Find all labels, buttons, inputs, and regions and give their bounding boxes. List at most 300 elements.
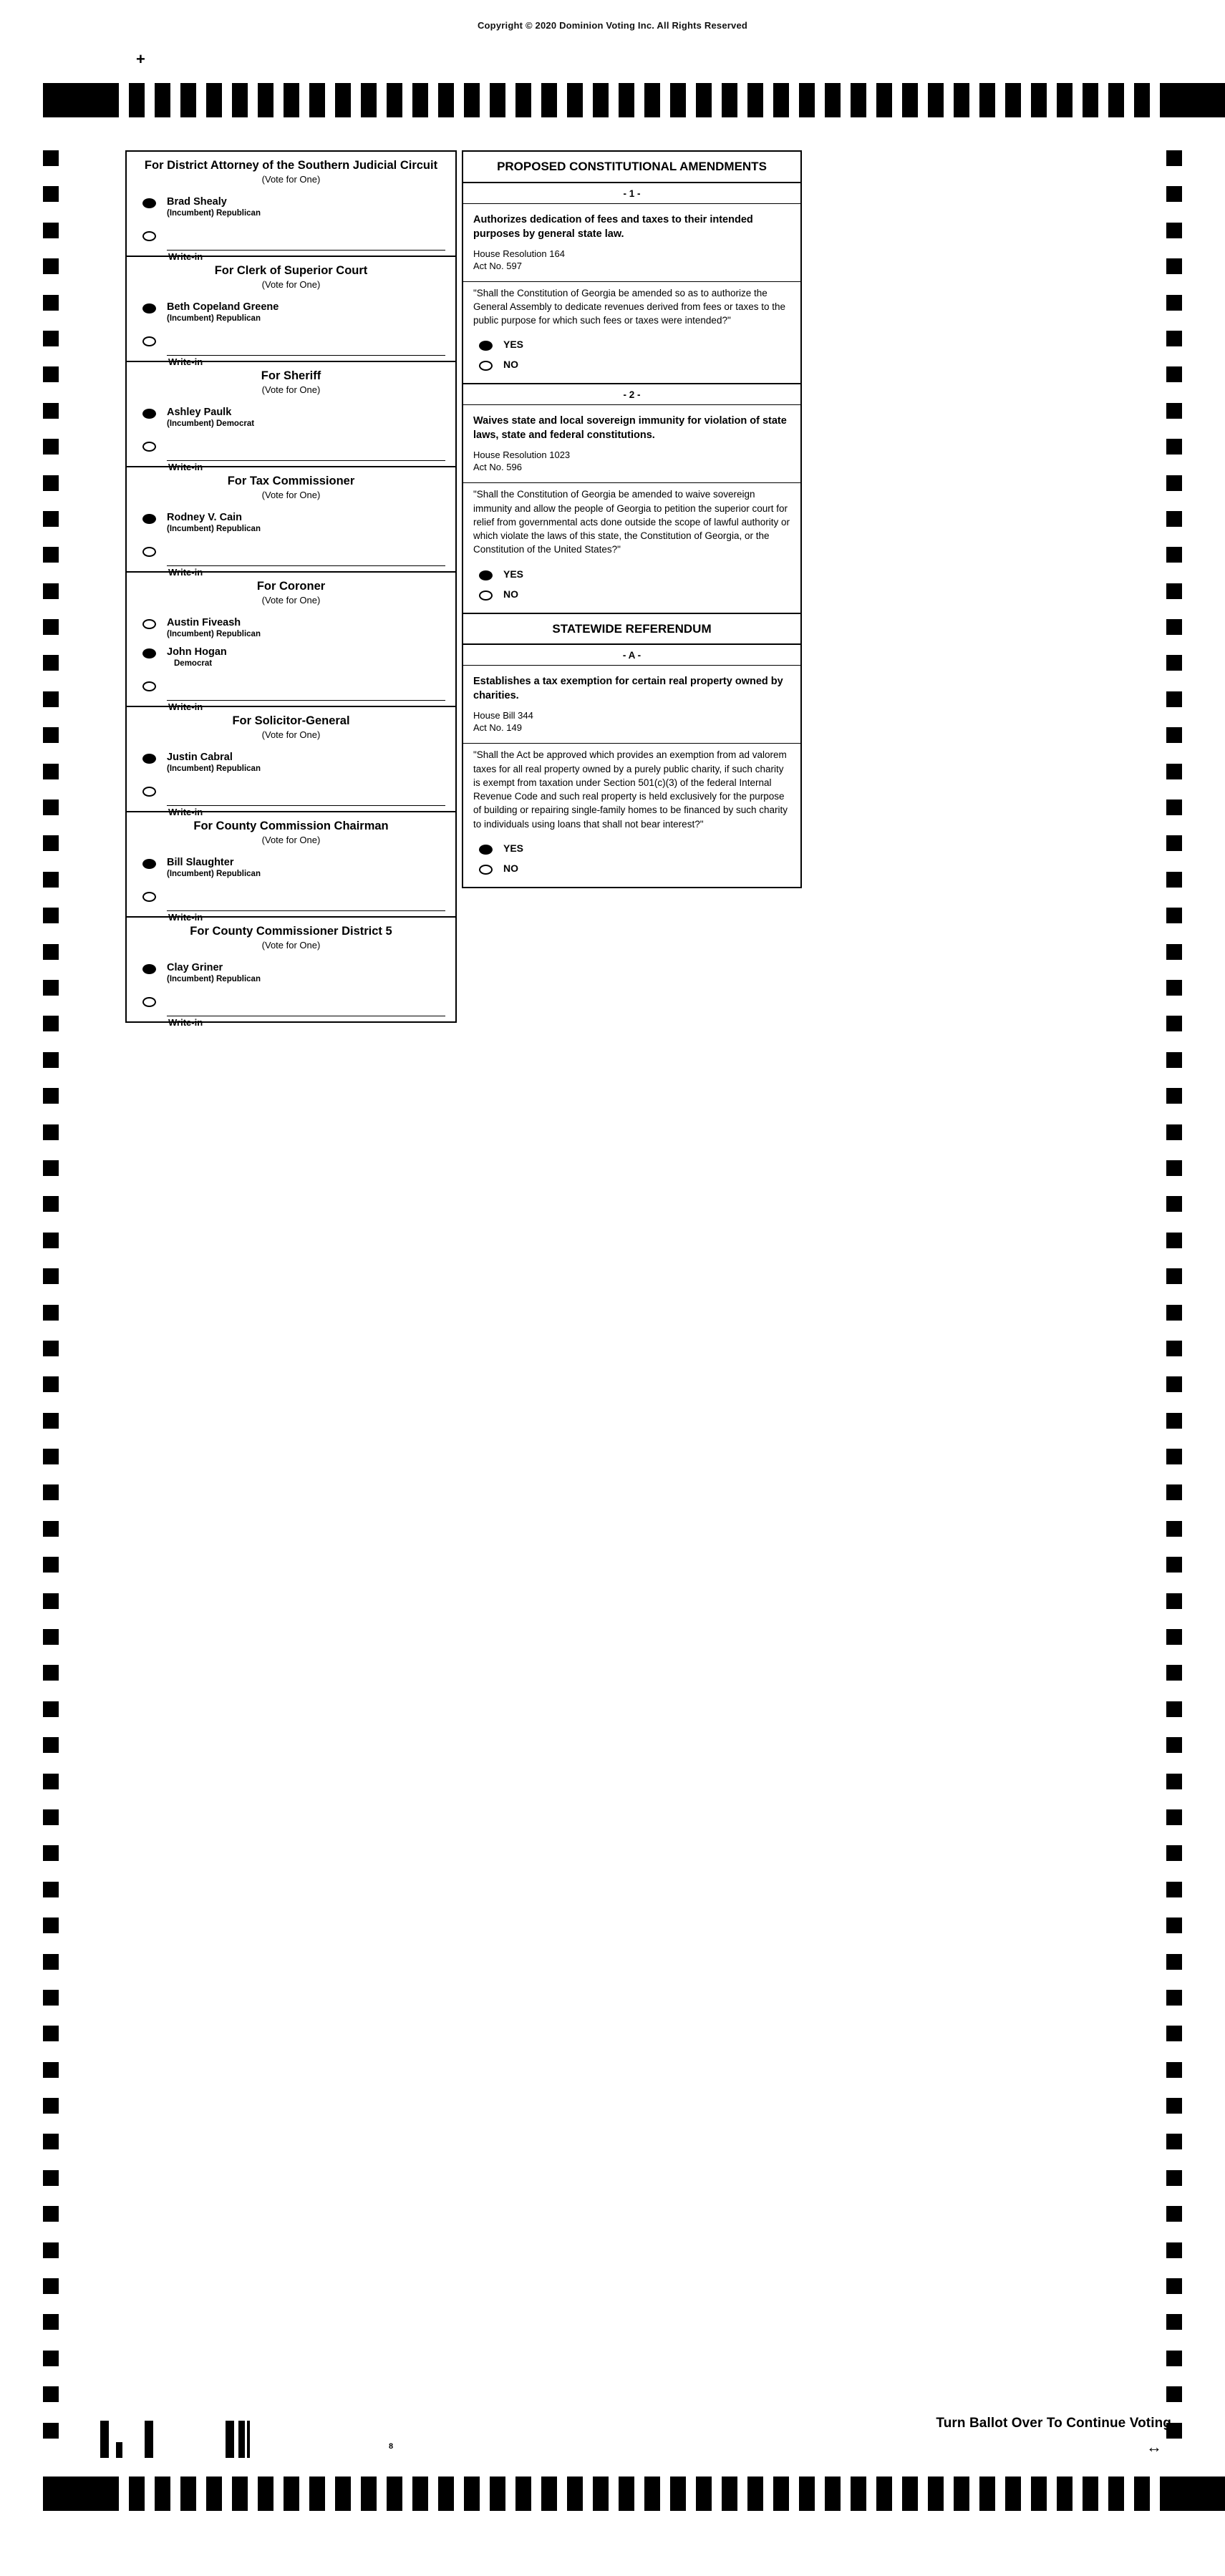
vote-oval-filled[interactable] [142,648,156,658]
timing-marks-top [43,83,1225,117]
write-in-line[interactable] [167,805,445,806]
write-in-label: Write-in [168,701,203,712]
contest-header [127,812,455,850]
vote-oval-empty[interactable] [142,547,156,557]
timing-mark [43,655,59,671]
contest-instruction: (Vote for One) [261,490,321,501]
vote-oval-filled[interactable] [479,845,493,855]
question-choice[interactable] [463,840,800,860]
timing-mark [567,2477,583,2511]
timing-mark [1166,1376,1182,1392]
timing-mark [464,2477,480,2511]
contest-block [127,918,455,1029]
timing-mark [1166,2278,1182,2294]
timing-mark [43,2423,59,2439]
timing-mark [541,2477,557,2511]
timing-mark [1166,1629,1182,1645]
timing-mark [825,2477,841,2511]
contest-instruction: (Vote for One) [261,279,321,291]
candidate-option[interactable] [127,192,455,221]
question-reference [463,248,800,281]
timing-mark [1166,1233,1182,1248]
candidate-options [127,294,455,368]
contest-header [127,918,455,955]
vote-oval-empty[interactable] [142,892,156,902]
timing-mark [1166,511,1182,527]
timing-mark [979,2477,995,2511]
timing-mark [43,583,59,599]
registration-plus-mark: + [136,50,145,68]
vote-oval-empty[interactable] [142,442,156,452]
candidate-name: Ashley Paulk [167,407,232,419]
candidate-option[interactable] [127,852,455,882]
timing-mark [43,908,59,923]
candidate-name: Brad Shealy [167,196,227,208]
candidate-party: (Incumbent) Republican [167,764,261,773]
question-reference [463,710,800,743]
timing-mark [773,2477,789,2511]
timing-mark [1166,1341,1182,1356]
timing-mark [43,1701,59,1717]
write-in-line[interactable] [167,250,445,251]
proposed-amendments-banner: PROPOSED CONSTITUTIONAL AMENDMENTS [463,152,800,183]
timing-mark [1166,2314,1182,2330]
contest-header [127,362,455,399]
timing-mark [1166,2170,1182,2186]
contest-instruction: (Vote for One) [261,174,321,185]
timing-mark [43,2278,59,2294]
timing-mark [1166,366,1182,382]
arrow-icon: ↔ [1146,2438,1162,2456]
timing-mark [1166,835,1182,851]
timing-mark [43,295,59,311]
vote-oval-empty[interactable] [142,997,156,1007]
question-number: - A - [463,645,800,666]
write-in-line[interactable] [167,910,445,911]
contest-instruction: (Vote for One) [261,729,321,741]
timing-mark [1166,1088,1182,1104]
timing-mark [1166,1484,1182,1500]
write-in-label: Write-in [168,806,203,817]
ballot-code-bar [238,2421,245,2458]
timing-mark [1166,872,1182,888]
timing-mark [902,2477,918,2511]
question-choice[interactable] [463,585,800,606]
contest-block [127,467,455,578]
timing-mark [928,83,944,117]
question-choice[interactable] [463,356,800,376]
timing-mark [43,1990,59,2006]
candidate-option[interactable] [127,958,455,987]
write-in-label: Write-in [168,912,203,923]
timing-mark [232,83,248,117]
timing-mark [1134,83,1150,117]
timing-marks-left [43,150,59,2459]
ballot-id-barcode-label: 8 [389,2442,394,2451]
timing-mark [43,186,59,202]
contest-header [127,573,455,610]
write-in-label: Write-in [168,1017,203,1029]
timing-mark [43,1484,59,1500]
timing-mark [284,2477,299,2511]
question-choice[interactable] [463,860,800,880]
candidate-options [127,610,455,712]
timing-mark [1108,83,1124,117]
vote-oval-filled[interactable] [479,570,493,580]
contest-block [127,573,455,712]
write-in-line[interactable] [167,355,445,356]
candidate-party: (Incumbent) Democrat [167,419,255,428]
timing-mark [43,258,59,274]
write-in-option[interactable] [127,882,455,923]
timing-mark [1166,403,1182,419]
timing-mark [1166,1701,1182,1717]
timing-mark [43,1809,59,1825]
timing-mark [43,764,59,779]
candidate-name: John Hogan [167,646,227,658]
question-choices [463,564,800,613]
timing-mark [1166,223,1182,238]
timing-mark [541,83,557,117]
vote-oval-filled[interactable] [142,964,156,974]
contest-title: For Coroner [256,580,326,593]
timing-mark [43,2170,59,2186]
candidate-party: (Incumbent) Republican [167,974,261,983]
question-summary: Establishes a tax exemption for certain real property owned by charities. [473,676,783,702]
vote-oval-empty[interactable] [142,787,156,797]
timing-mark [851,2477,866,2511]
timing-mark [799,2477,815,2511]
timing-mark [43,1233,59,1248]
timing-mark [1057,83,1073,117]
candidate-party: (Incumbent) Republican [167,208,261,218]
candidate-party: (Incumbent) Republican [167,869,261,878]
question-number: - 2 - [463,384,800,405]
contest-header [127,707,455,744]
ballot-code-bar [100,2421,109,2458]
vote-oval-filled[interactable] [142,198,156,208]
timing-mark [43,1413,59,1429]
timing-mark [1166,727,1182,743]
write-in-label: Write-in [168,462,203,473]
vote-oval-empty[interactable] [142,336,156,346]
timing-mark [1166,2026,1182,2041]
write-in-label: Write-in [168,567,203,578]
vote-oval-empty[interactable] [479,590,493,601]
contest-block [127,362,455,473]
ballot-question [463,183,800,385]
candidate-options [127,189,455,263]
vote-oval-empty[interactable] [479,361,493,371]
timing-mark [696,2477,712,2511]
timing-mark [515,83,531,117]
timing-mark [361,2477,377,2511]
timing-mark [1166,2206,1182,2222]
candidate-name: Beth Copeland Greene [167,301,279,314]
contest-title: For County Commissioner District 5 [190,925,392,938]
timing-mark [1166,1557,1182,1573]
timing-mark [1166,439,1182,455]
timing-mark [1166,258,1182,274]
question-choices [463,334,800,383]
timing-mark [43,1124,59,1140]
timing-mark [1083,83,1098,117]
timing-mark [1166,1268,1182,1284]
timing-mark [43,2098,59,2114]
timing-mark [1166,1124,1182,1140]
timing-mark [1108,2477,1124,2511]
timing-mark [1166,799,1182,815]
timing-mark [43,1521,59,1537]
timing-mark [1166,2062,1182,2078]
contest-title: For District Attorney of the Southern Judicial Circuit [144,159,438,172]
write-in-option[interactable] [127,671,455,712]
timing-mark [1166,150,1182,166]
timing-mark [1166,1737,1182,1753]
candidate-name: Justin Cabral [167,752,233,764]
timing-mark [464,83,480,117]
timing-mark [928,2477,944,2511]
candidate-option[interactable] [127,747,455,777]
write-in-label: Write-in [168,251,203,263]
timing-mark [1134,2477,1150,2511]
timing-mark [747,2477,763,2511]
question-reference-line: House Resolution 164 [473,248,565,259]
timing-mark [825,83,841,117]
write-in-option[interactable] [127,221,455,263]
timing-mark [902,83,918,117]
timing-mark [43,2134,59,2149]
timing-mark [43,1629,59,1645]
timing-mark [43,1557,59,1573]
timing-mark [619,83,634,117]
timing-mark [43,1954,59,1970]
timing-mark [1166,583,1182,599]
timing-mark [1166,2134,1182,2149]
timing-mark [284,83,299,117]
timing-mark [1166,1052,1182,1068]
timing-mark [490,83,505,117]
timing-mark [773,83,789,117]
timing-mark [206,83,222,117]
ballot-question [463,384,800,613]
timing-mark [43,1052,59,1068]
vote-oval-empty[interactable] [142,231,156,241]
contest-block [127,257,455,368]
timing-mark [43,366,59,382]
timing-mark [876,83,892,117]
timing-mark [412,2477,428,2511]
timing-mark [43,1341,59,1356]
vote-oval-filled[interactable] [142,754,156,764]
timing-mark [43,475,59,491]
timing-mark [43,150,59,166]
write-in-option[interactable] [127,326,455,368]
write-in-option[interactable] [127,537,455,578]
vote-oval-empty[interactable] [142,619,156,629]
timing-mark [954,2477,969,2511]
question-text: "Shall the Constitution of Georgia be amended to waive sovereign immunity and allow the people of Georgia to petition the superior court for relief from governmental acts done outside the scope of lawful authority or which violate the laws of this state, the Constitution of Georgia, or the Constitution of the United States?" [463,482,800,563]
candidate-option[interactable] [127,297,455,326]
question-choice[interactable] [463,336,800,356]
contest-instruction: (Vote for One) [261,595,321,606]
timing-mark [43,2351,59,2366]
timing-mark [1083,2477,1098,2511]
question-reference-line: Act No. 596 [473,462,522,473]
timing-mark [1166,1954,1182,1970]
timing-mark [593,2477,609,2511]
timing-mark [43,1593,59,1609]
timing-mark [155,83,170,117]
question-choices [463,838,800,887]
vote-oval-empty[interactable] [479,865,493,875]
write-in-option[interactable] [127,987,455,1029]
candidate-name: Bill Slaughter [167,857,234,869]
timing-mark [490,2477,505,2511]
candidate-options [127,955,455,1029]
timing-mark [1166,547,1182,563]
timing-mark [954,83,969,117]
timing-mark [43,331,59,346]
timing-mark [644,2477,660,2511]
ballot-question [463,645,800,887]
contest-instruction: (Vote for One) [261,940,321,951]
candidate-option[interactable] [127,613,455,642]
timing-mark [43,2477,119,2511]
copyright-notice: Copyright © 2020 Dominion Voting Inc. All Rights Reserved [477,20,748,31]
timing-mark [1166,2242,1182,2258]
timing-mark [1166,2386,1182,2402]
contest-title: For County Commission Chairman [193,819,389,832]
timing-mark [155,2477,170,2511]
candidate-party: (Incumbent) Republican [167,314,261,323]
write-in-option[interactable] [127,432,455,473]
write-in-option[interactable] [127,777,455,817]
statewide-referendum-banner: STATEWIDE REFERENDUM [463,614,800,646]
timing-mark [1057,2477,1073,2511]
timing-mark [1166,1196,1182,1212]
timing-mark [644,83,660,117]
question-reference [463,449,800,482]
timing-mark [1166,1521,1182,1537]
timing-mark [43,2062,59,2078]
timing-mark [438,83,454,117]
contest-header [127,467,455,505]
question-text: "Shall the Constitution of Georgia be amended so as to authorize the General Assembly to dedicate revenues derived from fees or taxes to the public purpose for which such fees or taxes were intended?" [463,281,800,335]
write-in-line[interactable] [167,700,445,701]
timing-mark [670,2477,686,2511]
timing-mark [43,1845,59,1861]
contest-title: For Tax Commissioner [227,475,355,488]
timing-mark [43,1268,59,1284]
timing-mark [696,83,712,117]
contest-block [127,152,455,263]
candidate-options [127,505,455,578]
timing-mark [1166,944,1182,960]
timing-mark [1005,83,1021,117]
question-choice[interactable] [463,565,800,585]
candidate-name: Rodney V. Cain [167,512,243,524]
timing-mark [43,1160,59,1176]
timing-mark [1166,1449,1182,1464]
question-choice-label: YES [503,842,524,854]
timing-mark [335,83,351,117]
candidate-party: (Incumbent) Republican [167,629,261,638]
timing-mark [43,1737,59,1753]
timing-mark [43,944,59,960]
candidate-option[interactable] [127,402,455,432]
vote-oval-filled[interactable] [142,859,156,869]
timing-mark [43,439,59,455]
timing-mark [43,835,59,851]
timing-mark [1166,1016,1182,1031]
vote-oval-filled[interactable] [142,303,156,314]
timing-mark [567,83,583,117]
timing-mark [1166,1305,1182,1321]
timing-mark [1166,1809,1182,1825]
timing-mark [258,2477,273,2511]
write-in-line[interactable] [167,460,445,461]
timing-mark [1166,295,1182,311]
timing-mark [1166,186,1182,202]
timing-mark [412,83,428,117]
ballot-code-bar [226,2421,234,2458]
timing-mark [1031,83,1047,117]
candidate-option[interactable] [127,507,455,537]
vote-oval-filled[interactable] [142,514,156,524]
timing-mark [43,1196,59,1212]
timing-mark [593,83,609,117]
timing-mark [1166,691,1182,707]
timing-mark [43,1088,59,1104]
contest-block [127,812,455,923]
timing-marks-right [1166,150,1182,2459]
timing-mark [129,83,145,117]
timing-mark [1166,1845,1182,1861]
timing-mark [1160,83,1225,117]
contest-instruction: (Vote for One) [261,835,321,846]
timing-mark [43,1918,59,1933]
timing-mark [1166,1774,1182,1789]
timing-mark [1166,619,1182,635]
vote-oval-filled[interactable] [142,409,156,419]
ballot-code-bar [116,2442,122,2458]
vote-oval-empty[interactable] [142,681,156,691]
vote-oval-filled[interactable] [479,341,493,351]
timing-mark [799,83,815,117]
contest-block [127,707,455,817]
timing-mark [206,2477,222,2511]
write-in-line[interactable] [167,565,445,566]
timing-mark [309,2477,325,2511]
write-in-label: Write-in [168,356,203,368]
timing-mark [851,83,866,117]
timing-mark [258,83,273,117]
timing-mark [43,2386,59,2402]
timing-mark [722,83,737,117]
timing-mark [979,83,995,117]
question-choice-label: YES [503,339,524,351]
timing-mark [43,2242,59,2258]
timing-mark [387,83,402,117]
question-choice-label: NO [503,359,518,371]
timing-mark [387,2477,402,2511]
candidate-party: Democrat [174,658,213,668]
timing-mark [1166,764,1182,779]
timing-mark [43,511,59,527]
question-reference-line: House Bill 344 [473,710,533,721]
candidate-option[interactable] [127,642,455,671]
